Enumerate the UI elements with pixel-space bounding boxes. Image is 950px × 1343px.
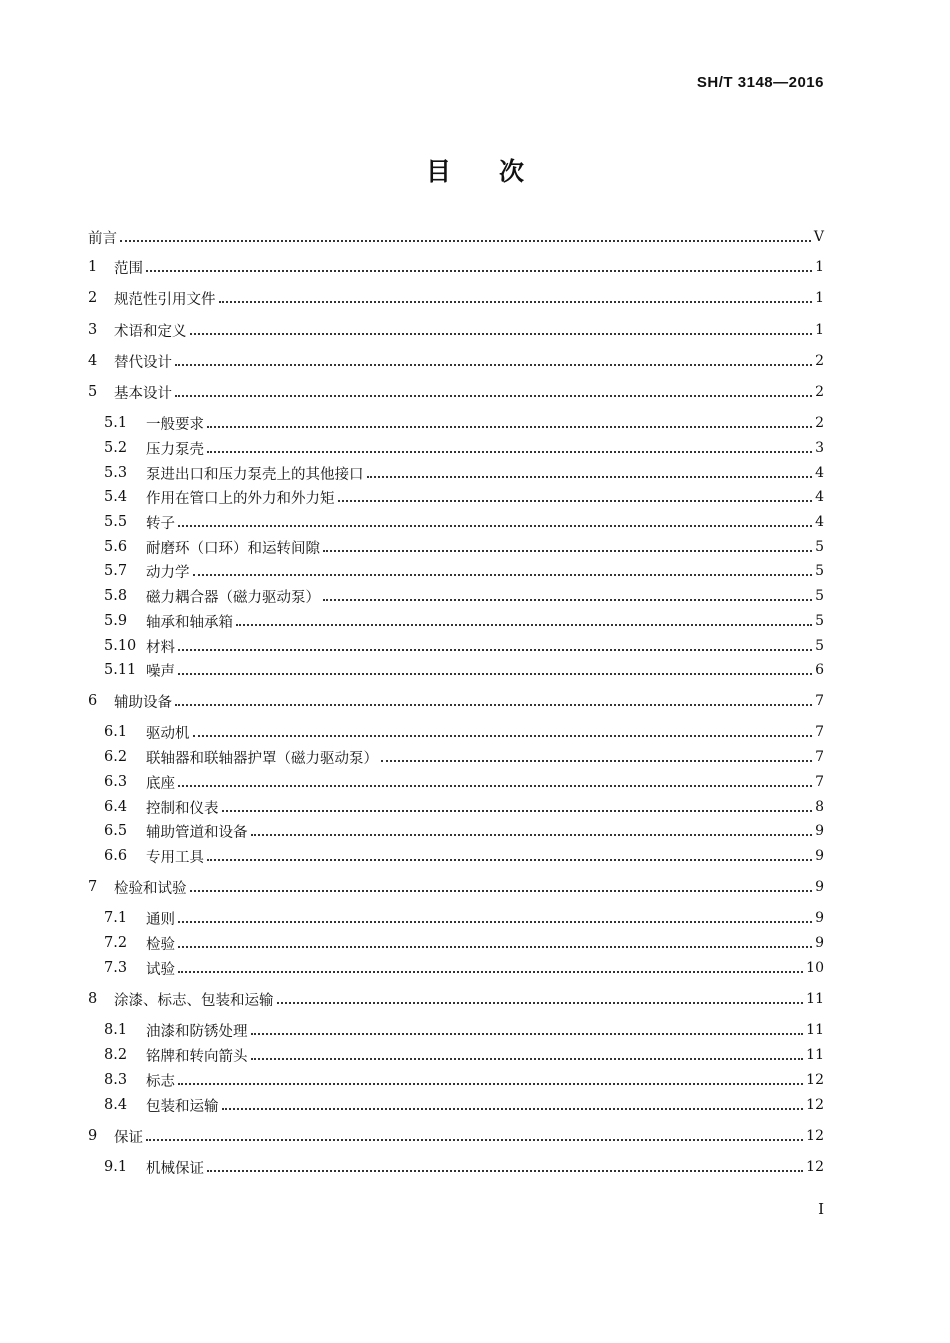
toc-entry-page: 1 — [815, 290, 824, 306]
toc-entry-label: 检验 — [146, 936, 175, 953]
toc-entry-page: 7 — [815, 749, 824, 765]
toc-entry[interactable] — [104, 610, 824, 632]
toc-entry-page: 1 — [815, 259, 824, 275]
toc-entry-label: 油漆和防锈处理 — [146, 1023, 248, 1040]
toc-entry-page: 5 — [815, 638, 824, 654]
toc-entry-label: 专用工具 — [146, 849, 204, 866]
toc-entry-label: 一般要求 — [146, 416, 204, 433]
toc-entry-label: 转子 — [146, 515, 175, 532]
page-folio: I — [818, 1200, 824, 1218]
toc-entry[interactable] — [104, 437, 824, 459]
toc-entry-page: 7 — [815, 693, 824, 709]
toc-entry-label: 联轴器和联轴器护罩（磁力驱动泵） — [146, 750, 378, 767]
toc-entry-label: 保证 — [114, 1129, 143, 1146]
toc-entry-number: 8.4 — [104, 1097, 128, 1113]
toc-dot-leader — [175, 364, 812, 366]
toc-entry[interactable] — [104, 820, 824, 842]
toc-entry-number: 5.7 — [104, 563, 128, 579]
toc-entry-number: 5.5 — [104, 514, 128, 530]
toc-dot-leader — [251, 834, 813, 836]
toc-dot-leader — [367, 476, 813, 478]
toc-entry-label: 术语和定义 — [114, 323, 187, 340]
toc-entry-number: 8.3 — [104, 1072, 128, 1088]
toc-entry-page: 5 — [815, 613, 824, 629]
toc-entry[interactable] — [104, 462, 824, 484]
toc-entry-number: 5.4 — [104, 489, 128, 505]
toc-entry-label: 辅助设备 — [114, 694, 172, 711]
toc-entry-number: 7.2 — [104, 935, 128, 951]
toc-entry[interactable] — [104, 1094, 824, 1116]
toc-dot-leader — [207, 859, 812, 861]
toc-entry-page: 11 — [806, 1047, 824, 1063]
toc-entry-number: 7 — [88, 879, 98, 895]
toc-entry-page: 3 — [815, 440, 824, 456]
toc-entry-label: 机械保证 — [146, 1160, 204, 1177]
toc-entry-label: 辅助管道和设备 — [146, 824, 248, 841]
toc-dot-leader — [207, 451, 812, 453]
toc-entry-page: 9 — [815, 935, 824, 951]
toc-entry-label: 基本设计 — [114, 385, 172, 402]
toc-entry-label: 包装和运输 — [146, 1098, 219, 1115]
toc-entry-label: 耐磨环（口环）和运转间隙 — [146, 540, 320, 557]
toc-entry-label: 标志 — [146, 1073, 175, 1090]
toc-entry-number: 8.2 — [104, 1047, 128, 1063]
toc-entry[interactable] — [104, 771, 824, 793]
toc-entry-label: 驱动机 — [146, 725, 190, 742]
toc-entry[interactable] — [104, 845, 824, 867]
toc-entry-label: 规范性引用文件 — [114, 291, 216, 308]
toc-dot-leader — [178, 525, 812, 527]
toc-dot-leader — [323, 599, 812, 601]
toc-entry[interactable] — [104, 659, 824, 681]
toc-entry-number: 6.2 — [104, 749, 128, 765]
toc-entry[interactable] — [88, 350, 824, 372]
toc-entry-page: 10 — [806, 960, 824, 976]
toc-entry-page: 9 — [815, 910, 824, 926]
toc-entry[interactable] — [104, 412, 824, 434]
toc-entry-label: 通则 — [146, 911, 175, 928]
toc-entry-number: 7.1 — [104, 910, 128, 926]
toc-entry-label: 检验和试验 — [114, 880, 187, 897]
toc-dot-leader — [222, 810, 813, 812]
toc-entry-page: 9 — [815, 848, 824, 864]
toc-dot-leader — [277, 1002, 804, 1004]
toc-entry-number: 2 — [88, 290, 98, 306]
toc-entry-number: 5.10 — [104, 638, 137, 654]
toc-entry-number: 7.3 — [104, 960, 128, 976]
toc-entry-number: 5.9 — [104, 613, 128, 629]
toc-entry[interactable] — [88, 876, 824, 898]
toc-dot-leader — [190, 890, 813, 892]
toc-entry-page: 9 — [815, 879, 824, 895]
toc-entry-page: 2 — [815, 415, 824, 431]
toc-entry-number: 6.6 — [104, 848, 128, 864]
toc-dot-leader — [207, 1170, 803, 1172]
toc-entry-number: 5.2 — [104, 440, 128, 456]
toc-entry[interactable] — [88, 226, 824, 248]
toc-entry-label: 动力学 — [146, 564, 190, 581]
toc-entry[interactable] — [104, 486, 824, 508]
toc-entry-number: 1 — [88, 259, 98, 275]
toc-entry-page: 9 — [815, 823, 824, 839]
toc-entry[interactable] — [104, 1044, 824, 1066]
toc-dot-leader — [251, 1058, 804, 1060]
toc-entry-number: 6.3 — [104, 774, 128, 790]
toc-entry-label: 压力泵壳 — [146, 441, 204, 458]
toc-entry-page: 11 — [806, 1022, 824, 1038]
toc-dot-leader — [222, 1108, 804, 1110]
toc-entry-page: 12 — [806, 1128, 824, 1144]
toc-entry-number: 3 — [88, 322, 98, 338]
toc-dot-leader — [178, 921, 812, 923]
toc-entry[interactable] — [104, 1019, 824, 1041]
toc-dot-leader — [251, 1033, 804, 1035]
toc-entry-number: 6.1 — [104, 724, 128, 740]
toc-entry-page: 6 — [815, 662, 824, 678]
toc-entry[interactable] — [88, 287, 824, 309]
toc-dot-leader — [193, 574, 813, 576]
toc-entry[interactable] — [104, 746, 824, 768]
toc-entry-number: 5.8 — [104, 588, 128, 604]
toc-dot-leader — [178, 1083, 803, 1085]
toc-entry[interactable] — [104, 907, 824, 929]
toc-entry[interactable] — [88, 381, 824, 403]
toc-entry-number: 8.1 — [104, 1022, 128, 1038]
toc-entry-page: 8 — [815, 799, 824, 815]
toc-dot-leader — [323, 550, 812, 552]
toc-entry-label: 材料 — [146, 639, 175, 656]
toc-entry-number: 5.3 — [104, 465, 128, 481]
toc-entry-number: 4 — [88, 353, 98, 369]
toc-entry-label: 噪声 — [146, 663, 175, 680]
toc-entry-number: 6.4 — [104, 799, 128, 815]
toc-entry-label: 控制和仪表 — [146, 800, 219, 817]
toc-dot-leader — [178, 673, 812, 675]
page-title — [0, 152, 950, 188]
toc-entry-page: 5 — [815, 563, 824, 579]
toc-entry[interactable] — [104, 511, 824, 533]
title-char-2: 次 — [499, 157, 525, 186]
toc-entry[interactable] — [104, 560, 824, 582]
toc-dot-leader — [178, 649, 812, 651]
toc-entry-page: 12 — [806, 1159, 824, 1175]
toc-entry-number: 6.5 — [104, 823, 128, 839]
toc-entry-label: 前言 — [88, 230, 117, 247]
toc-dot-leader — [178, 946, 812, 948]
toc-dot-leader — [190, 333, 813, 335]
toc-entry[interactable] — [104, 721, 824, 743]
toc-entry-label: 轴承和轴承箱 — [146, 614, 233, 631]
toc-entry-number: 5 — [88, 384, 98, 400]
toc-dot-leader — [207, 426, 812, 428]
toc-dot-leader — [193, 735, 813, 737]
toc-entry[interactable] — [104, 957, 824, 979]
toc-entry[interactable] — [88, 690, 824, 712]
toc-entry-label: 涂漆、标志、包装和运输 — [114, 992, 274, 1009]
toc-entry[interactable] — [104, 1069, 824, 1091]
toc-entry[interactable] — [104, 635, 824, 657]
toc-entry-label: 试验 — [146, 961, 175, 978]
toc-entry-page: 12 — [806, 1097, 824, 1113]
toc-entry-label: 替代设计 — [114, 354, 172, 371]
toc-dot-leader — [120, 240, 811, 242]
toc-entry-number: 9.1 — [104, 1159, 128, 1175]
toc-dot-leader — [381, 760, 812, 762]
toc-dot-leader — [175, 395, 812, 397]
toc-dot-leader — [175, 704, 812, 706]
toc-entry-number: 9 — [88, 1128, 98, 1144]
toc-entry-number: 5.1 — [104, 415, 128, 431]
toc-dot-leader — [178, 971, 803, 973]
toc-entry-page: 4 — [815, 465, 824, 481]
standard-code: SH/T 3148—2016 — [696, 74, 824, 91]
toc-entry[interactable] — [104, 536, 824, 558]
toc-entry[interactable] — [88, 988, 824, 1010]
toc-entry-label: 范围 — [114, 260, 143, 277]
toc-entry[interactable] — [104, 1156, 824, 1178]
toc-dot-leader — [146, 1139, 803, 1141]
toc-entry-label: 磁力耦合器（磁力驱动泵） — [146, 589, 320, 606]
toc-dot-leader — [338, 500, 813, 502]
toc-entry-page: 4 — [815, 514, 824, 530]
toc-entry-page: 12 — [806, 1072, 824, 1088]
toc-entry[interactable] — [104, 585, 824, 607]
toc-entry-page: 2 — [815, 353, 824, 369]
toc-entry-page: 2 — [815, 384, 824, 400]
toc-entry-page: 11 — [806, 991, 824, 1007]
toc-entry-number: 5.11 — [104, 662, 137, 678]
toc-dot-leader — [219, 301, 813, 303]
toc-dot-leader — [146, 270, 812, 272]
toc-entry-number: 5.6 — [104, 539, 128, 555]
toc-entry-number: 6 — [88, 693, 98, 709]
toc-entry[interactable] — [104, 932, 824, 954]
toc-entry-label: 底座 — [146, 775, 175, 792]
toc-entry-page: 7 — [815, 724, 824, 740]
toc-entry-number: 8 — [88, 991, 98, 1007]
title-char-1: 目 — [425, 157, 451, 186]
toc-entry-page: 5 — [815, 539, 824, 555]
toc-entry-label: 铭牌和转向箭头 — [146, 1048, 248, 1065]
toc-entry[interactable] — [88, 319, 824, 341]
toc-entry-label: 作用在管口上的外力和外力矩 — [146, 490, 335, 507]
toc-dot-leader — [236, 624, 812, 626]
toc-entry[interactable] — [88, 1125, 824, 1147]
toc-entry[interactable] — [88, 256, 824, 278]
toc-entry-label: 泵进出口和压力泵壳上的其他接口 — [146, 466, 364, 483]
toc-entry-page: V — [813, 229, 824, 245]
toc-entry-page: 1 — [815, 322, 824, 338]
toc-entry-page: 5 — [815, 588, 824, 604]
toc-entry[interactable] — [104, 796, 824, 818]
toc-entry-page: 7 — [815, 774, 824, 790]
toc-dot-leader — [178, 785, 812, 787]
toc-entry-page: 4 — [815, 489, 824, 505]
